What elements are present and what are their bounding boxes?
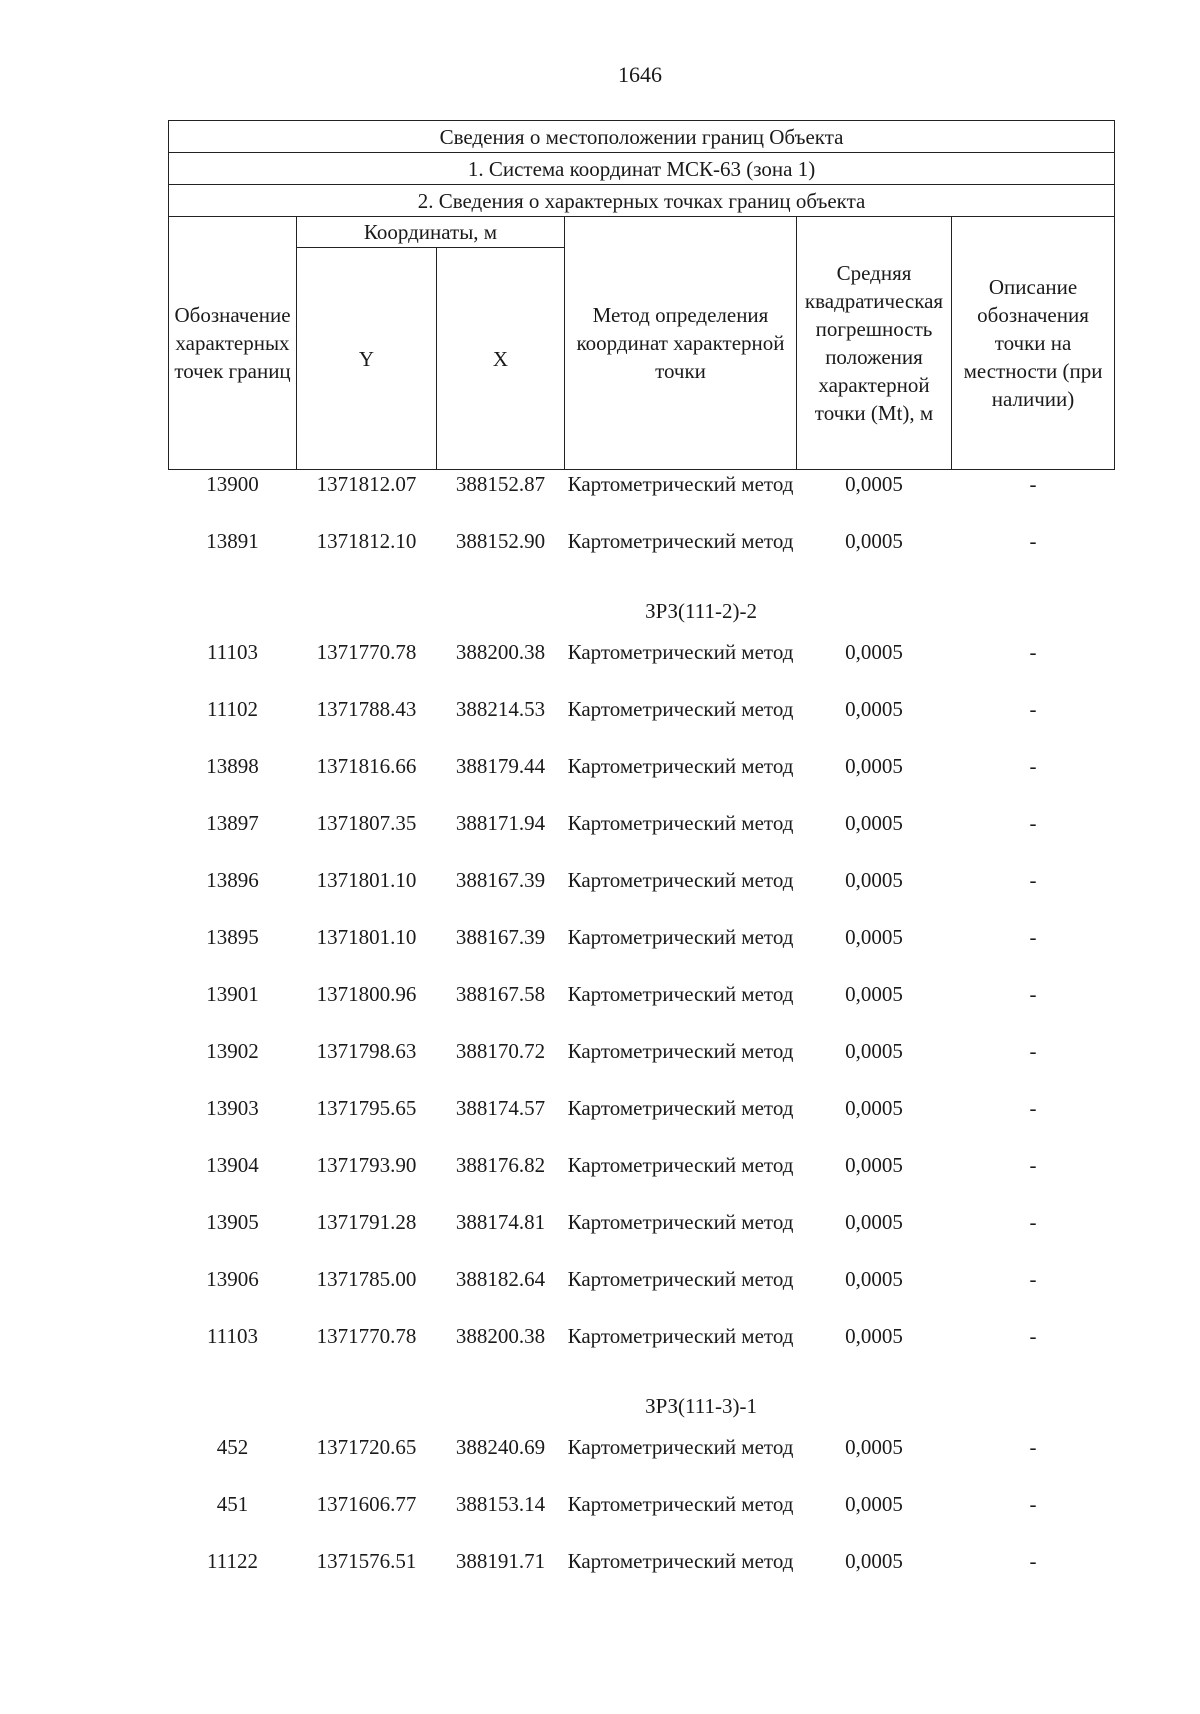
coordinate-y-cell: 1371788.43 [316,697,417,721]
description-cell: - [1029,529,1037,553]
coordinate-system-row [169,153,1115,185]
coordinate-y-cell: 1371812.07 [316,472,417,496]
coordinate-x-cell: 388214.53 [455,697,546,721]
method-cell [565,809,797,866]
method-cell [565,1094,797,1151]
method-text: Картометрический метод [567,1096,794,1120]
table-row [169,1547,1115,1604]
point-id-cell: 11103 [207,640,258,664]
point-id-cell: 452 [216,1435,249,1459]
method-text: Картометрический метод [567,868,794,892]
description-cell: - [1029,811,1037,835]
method-text: Картометрический метод [567,1549,794,1573]
method-text: Картометрический метод [567,1435,794,1459]
description-cell: - [1029,1492,1037,1516]
point-id-cell: 13897 [206,811,259,835]
coordinate-x-cell: 388240.69 [455,1435,546,1459]
table-row [169,1208,1115,1265]
section-row [169,584,1115,638]
method-text: Картометрический метод [567,640,794,664]
point-id-cell: 13906 [206,1267,259,1291]
method-cell [565,1265,797,1322]
description-cell: - [1029,472,1037,496]
description-cell: - [1029,754,1037,778]
coordinate-y-cell: 1371812.10 [316,529,417,553]
error-cell: 0,0005 [845,811,903,835]
method-cell [565,1322,797,1379]
error-cell: 0,0005 [845,925,903,949]
coordinate-y-cell: 1371770.78 [316,640,417,664]
table-row [169,866,1115,923]
error-cell: 0,0005 [845,1267,903,1291]
coordinate-x-cell: 388153.14 [455,1492,546,1516]
coordinate-y-cell: 1371576.51 [316,1549,417,1573]
description-cell: - [1029,982,1037,1006]
method-text: Картометрический метод [567,754,794,778]
method-cell [565,527,797,584]
coordinate-x-cell: 388170.72 [455,1039,546,1063]
coordinate-y-cell: 1371798.63 [316,1039,417,1063]
table-row [169,695,1115,752]
method-text: Картометрический метод [567,529,794,553]
coordinate-y-cell: 1371785.00 [316,1267,417,1291]
coordinate-x-cell: 388152.90 [455,529,546,553]
point-id-cell: 451 [216,1492,249,1516]
method-cell [565,1208,797,1265]
description-cell: - [1029,1039,1037,1063]
coordinate-y-cell: 1371793.90 [316,1153,417,1177]
method-cell [565,866,797,923]
coordinate-y-cell: 1371807.35 [316,811,417,835]
error-cell: 0,0005 [845,1153,903,1177]
description-cell: - [1029,1096,1037,1120]
table-row [169,1094,1115,1151]
method-cell [565,470,797,528]
table-row [169,1151,1115,1208]
method-cell [565,1433,797,1490]
point-id-cell: 13895 [206,925,259,949]
method-text: Картометрический метод [567,1492,794,1516]
error-cell: 0,0005 [845,1492,903,1516]
coordinate-x-cell: 388191.71 [455,1549,546,1573]
method-cell [565,1037,797,1094]
table-row [169,638,1115,695]
coordinate-y-cell: 1371720.65 [316,1435,417,1459]
point-id-cell: 11103 [207,1324,258,1348]
characteristic-points-row [169,185,1115,217]
point-id-cell: 13904 [206,1153,259,1177]
table-title-row [169,121,1115,153]
point-id-cell: 13902 [206,1039,259,1063]
point-id-cell: 13901 [206,982,259,1006]
error-cell: 0,0005 [845,982,903,1006]
method-text: Картометрический метод [567,982,794,1006]
table-title: Сведения о местоположении границ Объекта [169,121,1115,153]
header-error: Средняя квадратическая погрешность положения характерной точки (Mt), м [797,217,952,470]
header-description: Описание обозначения точки на местности (при наличии) [952,217,1115,470]
page-number: 1646 [618,62,662,87]
table-row [169,470,1115,528]
section-label: ЗРЗ(111-3)-1 [645,1394,757,1418]
method-cell [565,752,797,809]
error-cell: 0,0005 [845,1096,903,1120]
coordinate-x-cell: 388182.64 [455,1267,546,1291]
point-id-cell: 13900 [206,472,259,496]
description-cell: - [1029,697,1037,721]
coordinate-y-cell: 1371816.66 [316,754,417,778]
method-cell [565,1490,797,1547]
error-cell: 0,0005 [845,1210,903,1234]
method-cell [565,980,797,1037]
method-cell [565,638,797,695]
description-cell: - [1029,1267,1037,1291]
table-row [169,923,1115,980]
coordinate-x-cell: 388174.57 [455,1096,546,1120]
coordinate-x-cell: 388167.39 [455,925,546,949]
error-cell: 0,0005 [845,754,903,778]
method-text: Картометрический метод [567,1267,794,1291]
error-cell: 0,0005 [845,529,903,553]
method-text: Картометрический метод [567,1324,794,1348]
header-method: Метод определения координат характерной точки [565,217,797,470]
point-id-cell: 13905 [206,1210,259,1234]
coordinate-y-cell: 1371800.96 [316,982,417,1006]
method-text: Картометрический метод [567,1153,794,1177]
error-cell: 0,0005 [845,472,903,496]
description-cell: - [1029,1549,1037,1573]
table-row [169,809,1115,866]
method-text: Картометрический метод [567,472,794,496]
coordinate-y-cell: 1371606.77 [316,1492,417,1516]
coordinate-y-cell: 1371795.65 [316,1096,417,1120]
error-cell: 0,0005 [845,640,903,664]
header-designation: Обозначение характерных точек границ [169,217,297,470]
method-cell [565,695,797,752]
table-body [169,470,1115,1605]
coordinate-y-cell: 1371801.10 [316,868,417,892]
method-cell [565,1547,797,1604]
coordinate-x-cell: 388171.94 [455,811,546,835]
table-row [169,1322,1115,1379]
characteristic-points-title: 2. Сведения о характерных точках границ объекта [169,185,1115,217]
error-cell: 0,0005 [845,1435,903,1459]
table-row [169,752,1115,809]
point-id-cell: 13891 [206,529,259,553]
header-coordinates: Координаты, м [297,217,565,248]
section-row [169,1379,1115,1433]
method-cell [565,923,797,980]
coordinate-y-cell: 1371801.10 [316,925,417,949]
point-id-cell: 13903 [206,1096,259,1120]
coordinate-x-cell: 388176.82 [455,1153,546,1177]
table-row [169,980,1115,1037]
table-row [169,1433,1115,1490]
coordinate-x-cell: 388179.44 [455,754,546,778]
header-x: X [437,248,565,470]
error-cell: 0,0005 [845,1039,903,1063]
error-cell: 0,0005 [845,868,903,892]
table-row [169,1037,1115,1094]
method-text: Картометрический метод [567,925,794,949]
error-cell: 0,0005 [845,1324,903,1348]
description-cell: - [1029,1210,1037,1234]
coordinate-x-cell: 388152.87 [455,472,546,496]
method-text: Картометрический метод [567,697,794,721]
description-cell: - [1029,1324,1037,1348]
coordinate-y-cell: 1371770.78 [316,1324,417,1348]
coordinate-x-cell: 388200.38 [455,1324,546,1348]
header-y: Y [297,248,437,470]
coordinate-x-cell: 388200.38 [455,640,546,664]
table-row [169,527,1115,584]
point-id-cell: 11102 [207,697,258,721]
method-text: Картометрический метод [567,811,794,835]
point-id-cell: 13896 [206,868,259,892]
description-cell: - [1029,640,1037,664]
table-row [169,1490,1115,1547]
point-id-cell: 13898 [206,754,259,778]
coordinate-y-cell: 1371791.28 [316,1210,417,1234]
method-text: Картометрический метод [567,1210,794,1234]
description-cell: - [1029,1153,1037,1177]
table-row [169,1265,1115,1322]
description-cell: - [1029,868,1037,892]
boundary-points-table [168,120,1115,1604]
description-cell: - [1029,1435,1037,1459]
method-text: Картометрический метод [567,1039,794,1063]
section-label: ЗРЗ(111-2)-2 [645,599,757,623]
coordinate-x-cell: 388167.58 [455,982,546,1006]
coordinate-system-title: 1. Система координат МСК-63 (зона 1) [169,153,1115,185]
column-header-row [169,217,1115,248]
error-cell: 0,0005 [845,1549,903,1573]
coordinate-x-cell: 388167.39 [455,868,546,892]
coordinate-x-cell: 388174.81 [455,1210,546,1234]
error-cell: 0,0005 [845,697,903,721]
description-cell: - [1029,925,1037,949]
method-cell [565,1151,797,1208]
point-id-cell: 11122 [207,1549,258,1573]
